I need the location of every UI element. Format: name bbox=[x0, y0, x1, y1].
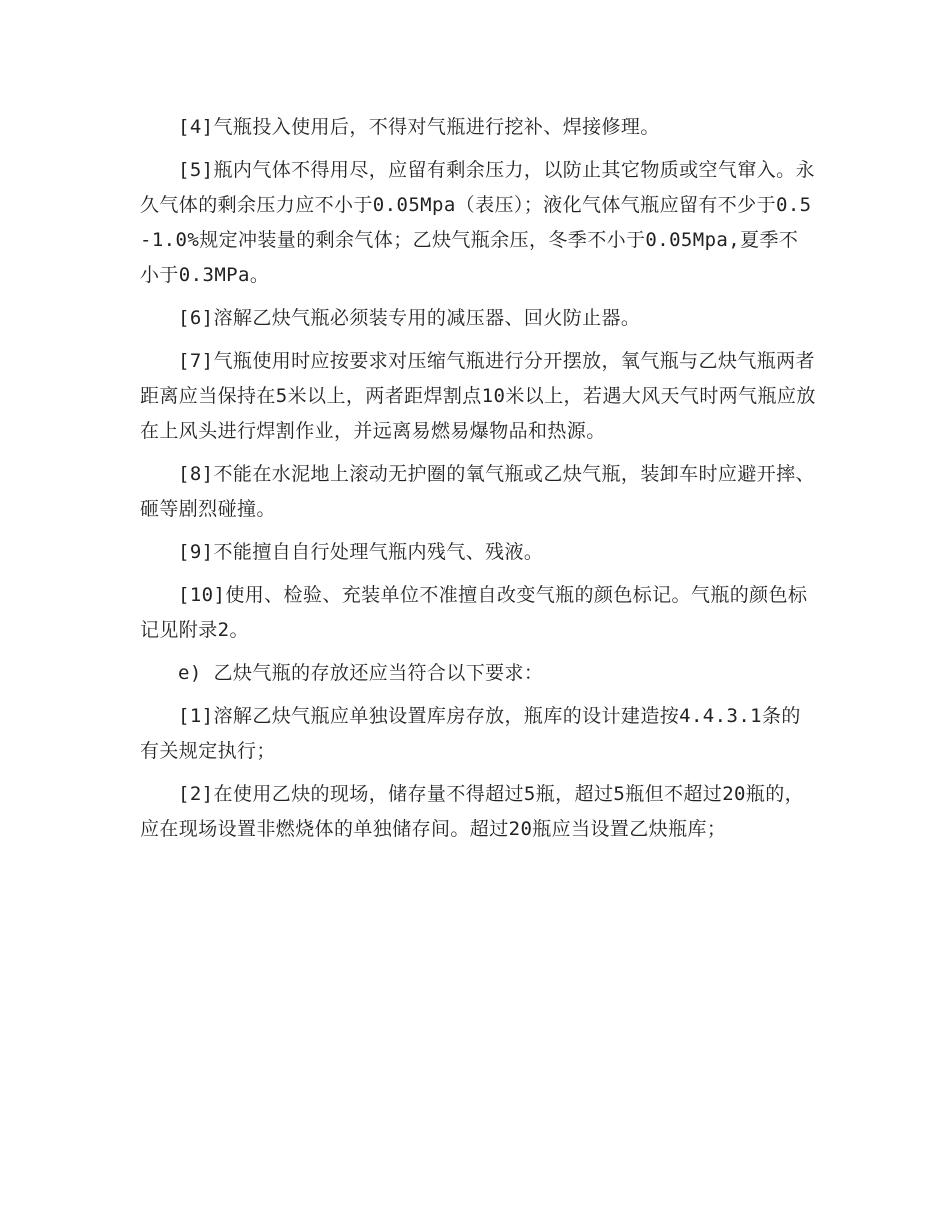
paragraph-item-5: [5]瓶内气体不得用尽，应留有剩余压力，以防止其它物质或空气窜入。永久气体的剩余压力应不小于0.05Mpa（表压）；液化气体气瓶应留有不少于0.5-1.0%规定冲装量的剩余气体；乙炔气瓶余压，冬季不小于0.05Mpa,夏季不小于0.3MPa。 bbox=[140, 159, 815, 286]
paragraph-item-9: [9]不能擅自自行处理气瓶内残气、残液。 bbox=[178, 541, 544, 563]
section-heading-e: e) 乙炔气瓶的存放还应当符合以下要求： bbox=[178, 662, 544, 684]
paragraph-item-7: [7]气瓶使用时应按要求对压缩气瓶进行分开摆放，氧气瓶与乙炔气瓶两者距离应当保持在5米以上，两者距焊割点10米以上，若遇大风天气时两气瓶应放在上风头进行焊割作业，并远离易燃易爆物品和热源。 bbox=[140, 350, 816, 442]
paragraph-item-e1: [1]溶解乙炔气瓶应单独设置库房存放，瓶库的设计建造按4.4.3.1条的有关规定执行； bbox=[140, 705, 801, 762]
paragraph-item-6: [6]溶解乙炔气瓶必须装专用的减压器、回火防止器。 bbox=[178, 307, 641, 329]
paragraph-item-10: [10]使用、检验、充装单位不准擅自改变气瓶的颜色标记。气瓶的颜色标记见附录2。 bbox=[140, 584, 808, 641]
document-body bbox=[140, 110, 816, 855]
paragraph-item-4: [4]气瓶投入使用后，不得对气瓶进行挖补、焊接修理。 bbox=[178, 116, 660, 138]
paragraph-item-8: [8]不能在水泥地上滚动无护圈的氧气瓶或乙炔气瓶，装卸车时应避开摔、砸等剧烈碰撞。 bbox=[140, 463, 815, 520]
paragraph-item-e2: [2]在使用乙炔的现场，储存量不得超过5瓶，超过5瓶但不超过20瓶的，应在现场设置非燃烧体的单独储存间。超过20瓶应当设置乙炔瓶库； bbox=[140, 783, 805, 840]
